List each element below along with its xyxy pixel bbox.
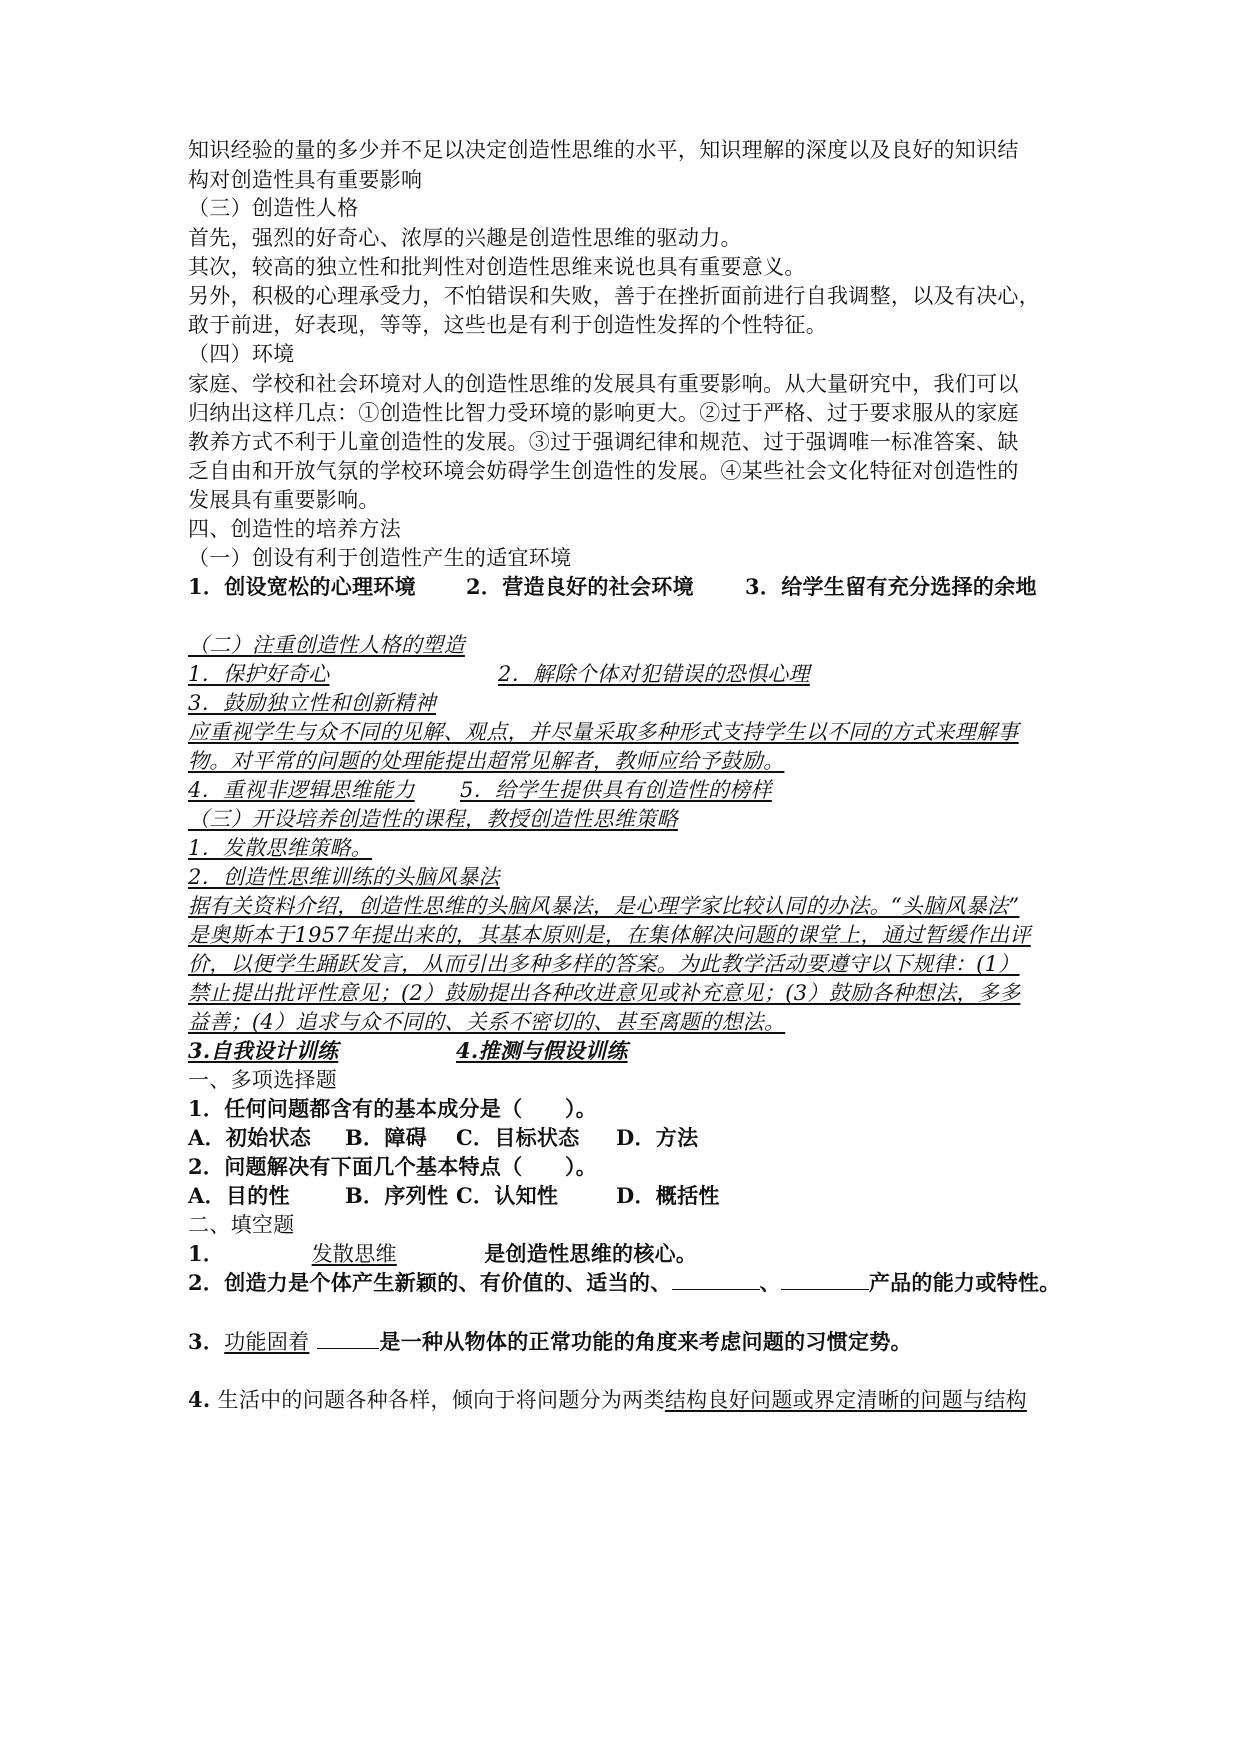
fill-question xyxy=(188,1326,1068,1358)
question-text: 2．创造力是个体产生新颖的、有价值的、适当的、 xyxy=(188,1270,672,1295)
section-heading: （一）创设有利于创造性产生的适宜环境 xyxy=(188,546,572,570)
answer-text: 发散思维 xyxy=(311,1242,397,1266)
env-item: 3．给学生留有充分选择的余地 xyxy=(745,574,1037,599)
text-line: 构对创造性具有重要影响 xyxy=(188,168,423,192)
strategy-item: 4.推测与假设训练 xyxy=(456,1038,628,1063)
answer-blank xyxy=(224,1238,484,1270)
strategy-item: 1．发散思维策略。 xyxy=(188,836,373,860)
text-line: 另外，积极的心理承受力，不怕错误和失败，善于在挫折面前进行自我调整，以及有决心， xyxy=(188,284,1040,308)
option: A．初始状态 xyxy=(188,1125,312,1150)
option: D．方法 xyxy=(616,1125,699,1150)
question: 1．任何问题都含有的基本成分是（ ）。 xyxy=(188,1096,598,1121)
option: B．序列性 xyxy=(345,1183,449,1208)
strategy-item: 3.自我设计训练 xyxy=(188,1038,339,1063)
question-text: 生活中的问题各种各样，倾向于将问题分为两类 xyxy=(217,1388,665,1412)
text-line: 据有关资料介绍，创造性思维的头脑风暴法，是心理学家比较认同的办法。“头脑风暴法” xyxy=(188,894,1020,918)
section-heading: （二）注重创造性人格的塑造 xyxy=(188,633,465,657)
option: B．障碍 xyxy=(345,1125,427,1150)
question-text: 是创造性思维的核心。 xyxy=(484,1241,698,1266)
personality-item: 4．重视非逻辑思维能力 xyxy=(188,778,415,802)
personality-item: 5．给学生提供具有创造性的榜样 xyxy=(460,778,772,802)
question: 2．问题解决有下面几个基本特点（ ）。 xyxy=(188,1154,598,1179)
question-text: 产品的能力或特性。 xyxy=(868,1270,1061,1295)
section-heading: （三）创造性人格 xyxy=(188,196,359,220)
section-heading: 一、多项选择题 xyxy=(188,1068,338,1092)
fill-question xyxy=(188,1267,1068,1299)
text-line: 家庭、学校和社会环境对人的创造性思维的发展具有重要影响。从大量研究中，我们可以 xyxy=(188,372,1019,396)
question-number: 4. xyxy=(188,1387,211,1412)
answer-blank xyxy=(781,1269,869,1290)
text-line: 价，以便学生踊跃发言，从而引出多种多样的答案。为此教学活动要遵守以下规律：(1） xyxy=(188,952,1020,976)
option: C．目标状态 xyxy=(456,1125,580,1150)
text-line: 物。对平常的问题的处理能提出超常见解者，教师应给予鼓励。 xyxy=(188,749,785,773)
answer-text: 功能固着 xyxy=(224,1330,310,1354)
section-heading: （四）环境 xyxy=(188,342,295,366)
text-line: 禁止提出批评性意见；(2）鼓励提出各种改进意见或补充意见；(3）鼓励各种想法，多多 xyxy=(188,981,1021,1005)
env-item: 1．创设宽松的心理环境 xyxy=(188,574,416,599)
section-heading: 二、填空题 xyxy=(188,1213,295,1237)
question-number: 3． xyxy=(188,1329,225,1354)
question-text: 、 xyxy=(759,1270,781,1295)
text-line: 其次，较高的独立性和批判性对创造性思维来说也具有重要意义。 xyxy=(188,255,806,279)
option: A．目的性 xyxy=(188,1183,290,1208)
option: C．认知性 xyxy=(456,1183,559,1208)
personality-item: 2．解除个体对犯错误的恐惧心理 xyxy=(498,662,810,686)
personality-item: 1．保护好奇心 xyxy=(188,662,330,686)
text-line: 乏自由和开放气氛的学校环境会妨碍学生创造性的发展。④某些社会文化特征对创造性的 xyxy=(188,459,1019,483)
text-line: 益善；(4）追求与众不同的、关系不密切的、甚至离题的想法。 xyxy=(188,1010,786,1034)
answer-blank xyxy=(317,1328,379,1349)
text-line: 首先，强烈的好奇心、浓厚的兴趣是创造性思维的驱动力。 xyxy=(188,226,742,250)
text-line: 敢于前进，好表现，等等，这些也是有利于创造性发挥的个性特征。 xyxy=(188,313,827,337)
personality-item: 3．鼓励独立性和创新精神 xyxy=(188,691,436,715)
question-number: 1． xyxy=(188,1241,225,1266)
text-line: 发展具有重要影响。 xyxy=(188,488,380,512)
strategy-item: 2．创造性思维训练的头脑风暴法 xyxy=(188,865,500,889)
env-item: 2．营造良好的社会环境 xyxy=(466,574,694,599)
text-line: 教养方式不利于儿童创造性的发展。③过于强调纪律和规范、过于强调唯一标准答案、缺 xyxy=(188,430,1019,454)
answer-text: 结构良好问题或界定清晰的问题与结构 xyxy=(664,1388,1027,1412)
text-line: 是奥斯本于1957年提出来的，其基本原则是，在集体解决问题的课堂上，通过暂缓作出评 xyxy=(188,923,1031,947)
text-line: 归纳出这样几点：①创造性比智力受环境的影响更大。②过于严格、过于要求服从的家庭 xyxy=(188,401,1019,425)
text-line: 知识经验的量的多少并不足以决定创造性思维的水平，知识理解的深度以及良好的知识结 xyxy=(188,138,1019,162)
section-heading: 四、创造性的培养方法 xyxy=(188,517,401,541)
answer-blank xyxy=(672,1269,760,1290)
section-heading: （三）开设培养创造性的课程，教授创造性思维策略 xyxy=(188,807,678,831)
fill-question xyxy=(188,1238,1068,1270)
fill-question xyxy=(188,1384,1068,1416)
text-line: 应重视学生与众不同的见解、观点，并尽量采取多种形式支持学生以不同的方式来理解事 xyxy=(188,720,1019,744)
option: D．概括性 xyxy=(616,1183,720,1208)
question-text: 是一种从物体的正常功能的角度来考虑问题的习惯定势。 xyxy=(379,1329,912,1354)
